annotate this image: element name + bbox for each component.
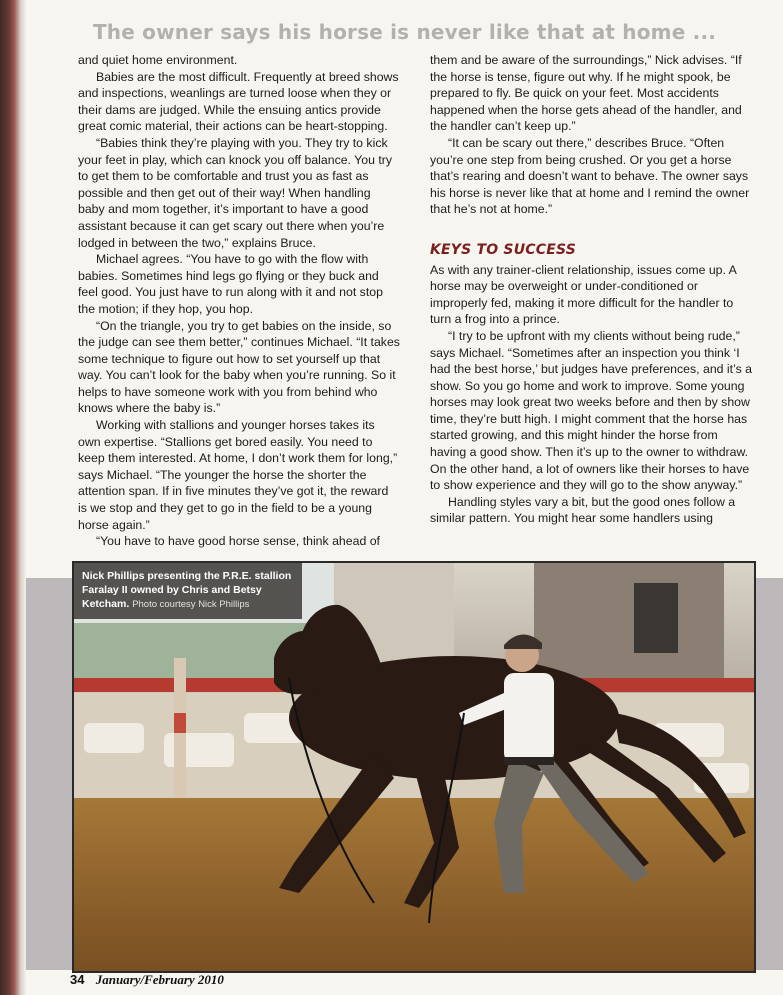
paragraph: and quiet home environment. xyxy=(78,53,238,67)
left-column xyxy=(78,52,400,550)
right-column-bottom xyxy=(430,262,754,528)
paragraph: “It can be scary out there,” describes Bruce. “Often you’re one step from being crushed. Or you get a horse that’s rearing and doesn’t want to behave. The owner says his horse is never like that at home and I remind the owner that he’s not at home.” xyxy=(430,135,750,217)
section-heading: KEYS TO SUCCESS xyxy=(430,241,577,258)
paragraph: them and be aware of the surroundings,” Nick advises. “If the horse is tense, figure out why. If he might spook, be prepared to fly. Be quick on your feet. Most accidents happened when the horse gets ahead of the handler, and the handler can’t keep up.” xyxy=(430,53,742,134)
paragraph: Working with stallions and younger horses takes its own expertise. “Stallions get bored easily. You need to keep them interested. At home, I don’t work them for long,” says Michael. “The younger the horse the shorter the attention span. If in five minutes they’ve got it, the reward is we stop and they get to go in the field to be a young horse again.” xyxy=(78,418,398,532)
caption-text: Nick Phillips presenting the P.R.E. stallion Faralay II owned by Chris and Betsy Ketcham. xyxy=(82,570,292,610)
paragraph: “I try to be upfront with my clients without being rude,” says Michael. “Sometimes after an inspection you think ‘I had the best horse,’ but judges have preferences, and it’s a show. So you go home and work to improve. Some young horses may look great two weeks before and then by show time, they’re butt high. I might comment that the horse has started growing, and this might hinder the horse from having a good show. Then it’s up to the owner to withdraw. On the other hand, a lot of owners like their horses to have to show experience and they will go to the show anyway.” xyxy=(430,328,752,493)
paragraph: As with any trainer-client relationship, issues come up. A horse may be overweight or under-conditioned or improperly fed, making it more difficult for the handler to turn a frog into a prince. xyxy=(430,262,737,327)
page-footer xyxy=(70,972,224,988)
paragraph: Michael agrees. “You have to go with the flow with babies. Sometimes hind legs go flying or they buck and feel good. You just have to run along with it and not stop the motion; if they hop, you hop. xyxy=(78,252,383,316)
paragraph: “Babies think they’re playing with you. They try to kick your feet in play, which can knock you off balance. You try to get them to be comfortable and trust you as fast as possible and then get out of their way! When handling baby and mom together, it’s important to have a good assistant because it can get scary out there when you’re lodged in between the two,” explains Bruce. xyxy=(78,135,392,250)
horse-handler-image xyxy=(74,563,754,971)
issue-date: January/February 2010 xyxy=(95,972,224,987)
photo-credit: Photo courtesy Nick Phillips xyxy=(132,599,250,610)
page-number: 34 xyxy=(70,972,85,987)
horse-photo xyxy=(72,561,756,973)
paragraph: Handling styles vary a bit, but the good ones follow a similar pattern. You might hear some handlers using xyxy=(430,494,736,526)
paragraph: “You have to have good horse sense, think ahead of xyxy=(96,534,380,549)
right-column xyxy=(430,52,754,527)
pull-quote: The owner says his horse is never like that at home ... xyxy=(92,20,717,44)
paragraph: Babies are the most difficult. Frequently at breed shows and inspections, weanlings are turned loose when they or their dams are judged. While the ensuing antics provide great comic material, their actions can be heart-stopping. xyxy=(78,69,399,134)
binding-shadow xyxy=(0,0,26,995)
magazine-page xyxy=(26,0,783,995)
paragraph: “On the triangle, you try to get babies on the inside, so the judge can see them better,” continues Michael. “It takes some technique to figure out how to set yourself up that way. You can’t look for the baby when you’re running. So it helps to have someone work with you from behind who knows where the baby is.” xyxy=(78,318,400,416)
photo-caption xyxy=(74,563,302,619)
right-column-top xyxy=(430,52,754,218)
